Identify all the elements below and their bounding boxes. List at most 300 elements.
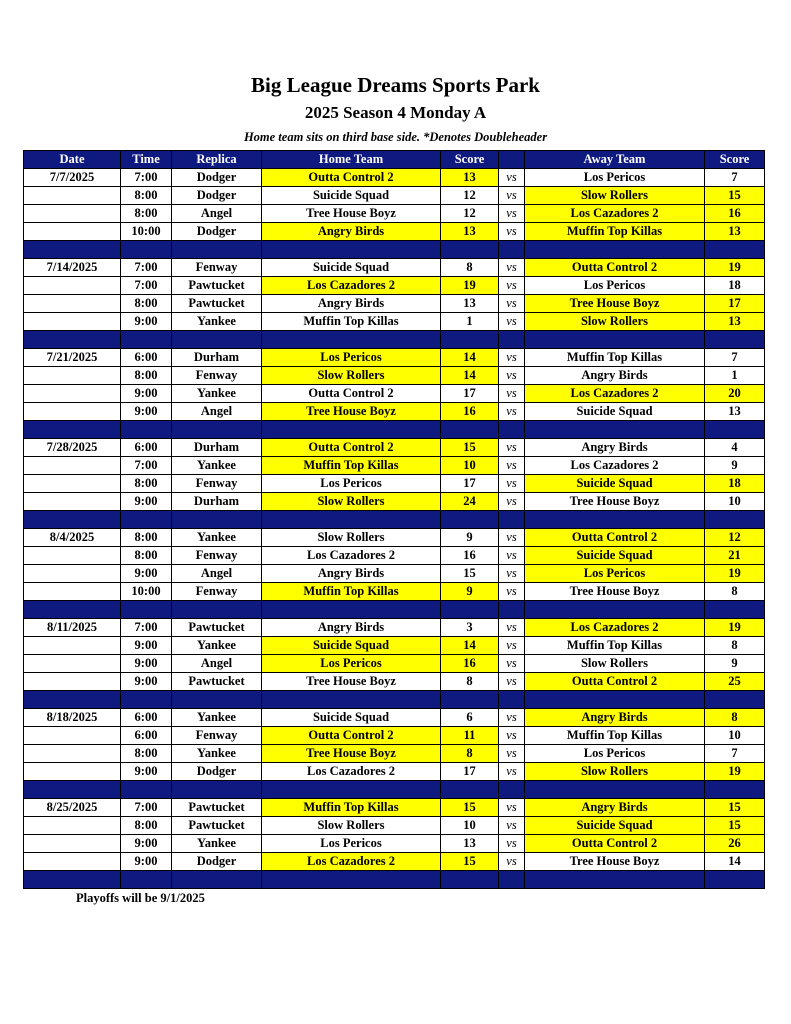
away-score-cell: 19 [705, 619, 765, 637]
home-team-cell: Suicide Squad [262, 637, 441, 655]
home-team-cell: Slow Rollers [262, 817, 441, 835]
home-score-cell: 17 [441, 475, 499, 493]
separator-cell [525, 331, 705, 349]
home-score-cell: 9 [441, 583, 499, 601]
schedule-note: Home team sits on third base side. *Denotes Doubleheader [243, 130, 548, 144]
away-team-cell: Muffin Top Killas [525, 637, 705, 655]
table-row [24, 187, 765, 205]
vs-cell: vs [499, 817, 525, 835]
away-score-cell: 19 [705, 565, 765, 583]
date-cell: 7/14/2025 [24, 259, 121, 277]
time-cell: 9:00 [121, 385, 172, 403]
away-score-cell: 7 [705, 745, 765, 763]
away-score-cell: 15 [705, 187, 765, 205]
home-team-cell: Los Pericos [262, 835, 441, 853]
replica-field-cell: Durham [172, 439, 262, 457]
home-team-cell: Angry Birds [262, 223, 441, 241]
separator-cell [441, 421, 499, 439]
separator-cell [121, 601, 172, 619]
replica-field-cell: Yankee [172, 835, 262, 853]
separator-cell [525, 511, 705, 529]
away-team-cell: Angry Birds [525, 439, 705, 457]
home-team-cell: Muffin Top Killas [262, 799, 441, 817]
date-cell [24, 457, 121, 475]
separator-cell [172, 871, 262, 889]
column-header-away-team: Away Team [525, 151, 705, 169]
table-row [24, 385, 765, 403]
separator-cell [262, 691, 441, 709]
separator-cell [24, 421, 121, 439]
table-row [24, 727, 765, 745]
date-cell [24, 817, 121, 835]
away-team-cell: Slow Rollers [525, 655, 705, 673]
week-separator-row [24, 421, 765, 439]
separator-cell [705, 511, 765, 529]
vs-cell: vs [499, 529, 525, 547]
home-score-cell: 15 [441, 565, 499, 583]
replica-field-cell: Dodger [172, 187, 262, 205]
home-score-cell: 19 [441, 277, 499, 295]
table-row [24, 457, 765, 475]
time-cell: 6:00 [121, 709, 172, 727]
vs-cell: vs [499, 349, 525, 367]
time-cell: 8:00 [121, 295, 172, 313]
table-row [24, 853, 765, 871]
week-separator-row [24, 511, 765, 529]
table-row [24, 637, 765, 655]
replica-field-cell: Durham [172, 349, 262, 367]
vs-cell: vs [499, 169, 525, 187]
away-score-cell: 16 [705, 205, 765, 223]
time-cell: 6:00 [121, 439, 172, 457]
separator-cell [499, 601, 525, 619]
away-score-cell: 12 [705, 529, 765, 547]
away-team-cell: Outta Control 2 [525, 259, 705, 277]
table-row [24, 223, 765, 241]
column-header-home-team: Home Team [262, 151, 441, 169]
replica-field-cell: Durham [172, 493, 262, 511]
date-cell [24, 367, 121, 385]
separator-cell [499, 691, 525, 709]
separator-cell [262, 601, 441, 619]
table-row [24, 349, 765, 367]
replica-field-cell: Fenway [172, 583, 262, 601]
home-score-cell: 8 [441, 745, 499, 763]
home-team-cell: Los Cazadores 2 [262, 853, 441, 871]
time-cell: 9:00 [121, 763, 172, 781]
replica-field-cell: Yankee [172, 637, 262, 655]
column-header-home-score: Score [441, 151, 499, 169]
separator-cell [24, 331, 121, 349]
away-team-cell: Slow Rollers [525, 313, 705, 331]
date-cell [24, 673, 121, 691]
away-team-cell: Outta Control 2 [525, 835, 705, 853]
separator-cell [262, 241, 441, 259]
vs-cell: vs [499, 457, 525, 475]
separator-cell [24, 781, 121, 799]
table-row [24, 529, 765, 547]
replica-field-cell: Pawtucket [172, 817, 262, 835]
replica-field-cell: Angel [172, 655, 262, 673]
home-team-cell: Muffin Top Killas [262, 313, 441, 331]
date-cell [24, 205, 121, 223]
vs-cell: vs [499, 295, 525, 313]
replica-field-cell: Yankee [172, 709, 262, 727]
replica-field-cell: Angel [172, 565, 262, 583]
vs-cell: vs [499, 313, 525, 331]
date-cell [24, 835, 121, 853]
separator-cell [525, 781, 705, 799]
away-score-cell: 26 [705, 835, 765, 853]
away-score-cell: 9 [705, 655, 765, 673]
vs-cell: vs [499, 583, 525, 601]
separator-cell [499, 331, 525, 349]
date-cell [24, 385, 121, 403]
away-score-cell: 10 [705, 727, 765, 745]
away-score-cell: 19 [705, 259, 765, 277]
vs-cell: vs [499, 673, 525, 691]
table-row [24, 673, 765, 691]
replica-field-cell: Fenway [172, 475, 262, 493]
home-score-cell: 17 [441, 385, 499, 403]
separator-cell [172, 601, 262, 619]
separator-cell [121, 421, 172, 439]
home-team-cell: Tree House Boyz [262, 673, 441, 691]
home-score-cell: 1 [441, 313, 499, 331]
away-score-cell: 15 [705, 817, 765, 835]
separator-cell [24, 241, 121, 259]
home-team-cell: Tree House Boyz [262, 205, 441, 223]
time-cell: 8:00 [121, 529, 172, 547]
column-header-vs [499, 151, 525, 169]
separator-cell [172, 781, 262, 799]
week-separator-row [24, 871, 765, 889]
away-team-cell: Los Cazadores 2 [525, 205, 705, 223]
away-score-cell: 14 [705, 853, 765, 871]
home-score-cell: 13 [441, 835, 499, 853]
home-score-cell: 17 [441, 763, 499, 781]
time-cell: 9:00 [121, 673, 172, 691]
away-score-cell: 8 [705, 637, 765, 655]
away-score-cell: 1 [705, 367, 765, 385]
away-score-cell: 15 [705, 799, 765, 817]
date-cell [24, 655, 121, 673]
away-score-cell: 7 [705, 349, 765, 367]
separator-cell [525, 691, 705, 709]
replica-field-cell: Dodger [172, 169, 262, 187]
table-row [24, 709, 765, 727]
away-team-cell: Los Cazadores 2 [525, 457, 705, 475]
time-cell: 7:00 [121, 169, 172, 187]
away-team-cell: Angry Birds [525, 799, 705, 817]
separator-cell [525, 871, 705, 889]
home-score-cell: 10 [441, 457, 499, 475]
date-cell: 7/7/2025 [24, 169, 121, 187]
home-score-cell: 24 [441, 493, 499, 511]
time-cell: 9:00 [121, 853, 172, 871]
separator-cell [172, 691, 262, 709]
away-team-cell: Angry Birds [525, 709, 705, 727]
table-row [24, 583, 765, 601]
home-team-cell: Angry Birds [262, 619, 441, 637]
separator-cell [705, 691, 765, 709]
home-score-cell: 15 [441, 799, 499, 817]
replica-field-cell: Yankee [172, 313, 262, 331]
separator-cell [499, 781, 525, 799]
home-team-cell: Slow Rollers [262, 367, 441, 385]
vs-cell: vs [499, 223, 525, 241]
away-score-cell: 17 [705, 295, 765, 313]
table-row [24, 655, 765, 673]
column-header-date: Date [24, 151, 121, 169]
home-team-cell: Los Cazadores 2 [262, 763, 441, 781]
time-cell: 7:00 [121, 619, 172, 637]
time-cell: 9:00 [121, 403, 172, 421]
time-cell: 9:00 [121, 835, 172, 853]
separator-cell [441, 871, 499, 889]
home-team-cell: Los Pericos [262, 475, 441, 493]
home-team-cell: Angry Birds [262, 295, 441, 313]
column-header-time: Time [121, 151, 172, 169]
date-cell [24, 763, 121, 781]
table-row [24, 619, 765, 637]
away-team-cell: Outta Control 2 [525, 529, 705, 547]
separator-cell [262, 421, 441, 439]
home-score-cell: 8 [441, 673, 499, 691]
vs-cell: vs [499, 655, 525, 673]
away-team-cell: Tree House Boyz [525, 583, 705, 601]
replica-field-cell: Pawtucket [172, 619, 262, 637]
away-team-cell: Suicide Squad [525, 475, 705, 493]
separator-cell [499, 241, 525, 259]
away-score-cell: 25 [705, 673, 765, 691]
table-row [24, 295, 765, 313]
replica-field-cell: Angel [172, 205, 262, 223]
week-separator-row [24, 781, 765, 799]
home-team-cell: Los Cazadores 2 [262, 277, 441, 295]
separator-cell [121, 781, 172, 799]
separator-cell [705, 421, 765, 439]
replica-field-cell: Yankee [172, 385, 262, 403]
time-cell: 8:00 [121, 817, 172, 835]
time-cell: 8:00 [121, 547, 172, 565]
time-cell: 9:00 [121, 493, 172, 511]
vs-cell: vs [499, 493, 525, 511]
home-team-cell: Los Pericos [262, 349, 441, 367]
vs-cell: vs [499, 619, 525, 637]
home-team-cell: Muffin Top Killas [262, 457, 441, 475]
date-cell [24, 547, 121, 565]
table-row [24, 565, 765, 583]
home-score-cell: 12 [441, 187, 499, 205]
date-cell [24, 727, 121, 745]
time-cell: 10:00 [121, 583, 172, 601]
away-team-cell: Tree House Boyz [525, 853, 705, 871]
date-cell [24, 403, 121, 421]
replica-field-cell: Fenway [172, 367, 262, 385]
separator-cell [441, 601, 499, 619]
date-cell [24, 565, 121, 583]
date-cell [24, 187, 121, 205]
away-team-cell: Muffin Top Killas [525, 349, 705, 367]
time-cell: 7:00 [121, 259, 172, 277]
home-score-cell: 16 [441, 403, 499, 421]
vs-cell: vs [499, 403, 525, 421]
table-row [24, 169, 765, 187]
away-team-cell: Suicide Squad [525, 817, 705, 835]
replica-field-cell: Dodger [172, 223, 262, 241]
date-cell [24, 853, 121, 871]
time-cell: 9:00 [121, 637, 172, 655]
table-row [24, 403, 765, 421]
table-row [24, 817, 765, 835]
separator-cell [705, 241, 765, 259]
away-team-cell: Muffin Top Killas [525, 223, 705, 241]
time-cell: 7:00 [121, 799, 172, 817]
separator-cell [262, 871, 441, 889]
replica-field-cell: Pawtucket [172, 277, 262, 295]
vs-cell: vs [499, 187, 525, 205]
home-score-cell: 13 [441, 169, 499, 187]
separator-cell [24, 871, 121, 889]
date-cell: 8/25/2025 [24, 799, 121, 817]
home-score-cell: 15 [441, 853, 499, 871]
time-cell: 8:00 [121, 187, 172, 205]
separator-cell [525, 241, 705, 259]
home-team-cell: Suicide Squad [262, 259, 441, 277]
page-title: Big League Dreams Sports Park [251, 73, 540, 97]
replica-field-cell: Fenway [172, 727, 262, 745]
date-cell [24, 493, 121, 511]
home-score-cell: 15 [441, 439, 499, 457]
separator-cell [705, 871, 765, 889]
away-team-cell: Angry Birds [525, 367, 705, 385]
home-team-cell: Outta Control 2 [262, 439, 441, 457]
away-team-cell: Suicide Squad [525, 403, 705, 421]
vs-cell: vs [499, 259, 525, 277]
separator-cell [121, 691, 172, 709]
home-team-cell: Los Cazadores 2 [262, 547, 441, 565]
time-cell: 6:00 [121, 349, 172, 367]
separator-cell [525, 421, 705, 439]
separator-cell [499, 511, 525, 529]
table-row [24, 493, 765, 511]
home-team-cell: Los Pericos [262, 655, 441, 673]
away-score-cell: 21 [705, 547, 765, 565]
time-cell: 8:00 [121, 367, 172, 385]
separator-cell [705, 781, 765, 799]
date-cell [24, 637, 121, 655]
away-score-cell: 20 [705, 385, 765, 403]
home-team-cell: Slow Rollers [262, 493, 441, 511]
away-team-cell: Slow Rollers [525, 187, 705, 205]
separator-cell [121, 331, 172, 349]
playoffs-note: Playoffs will be 9/1/2025 [76, 891, 205, 905]
home-score-cell: 13 [441, 295, 499, 313]
date-cell [24, 745, 121, 763]
away-team-cell: Los Pericos [525, 169, 705, 187]
away-score-cell: 10 [705, 493, 765, 511]
separator-cell [172, 331, 262, 349]
table-header-row [24, 151, 765, 169]
date-cell: 7/28/2025 [24, 439, 121, 457]
page-subtitle: 2025 Season 4 Monday A [304, 103, 487, 122]
date-cell [24, 475, 121, 493]
column-header-replica: Replica [172, 151, 262, 169]
home-score-cell: 8 [441, 259, 499, 277]
away-score-cell: 13 [705, 313, 765, 331]
table-row [24, 763, 765, 781]
separator-cell [24, 691, 121, 709]
separator-cell [705, 331, 765, 349]
time-cell: 8:00 [121, 475, 172, 493]
away-score-cell: 19 [705, 763, 765, 781]
separator-cell [499, 871, 525, 889]
separator-cell [441, 241, 499, 259]
date-cell: 7/21/2025 [24, 349, 121, 367]
replica-field-cell: Dodger [172, 853, 262, 871]
home-team-cell: Suicide Squad [262, 709, 441, 727]
home-score-cell: 12 [441, 205, 499, 223]
home-score-cell: 11 [441, 727, 499, 745]
table-row [24, 475, 765, 493]
separator-cell [121, 511, 172, 529]
table-row [24, 547, 765, 565]
date-cell: 8/11/2025 [24, 619, 121, 637]
home-team-cell: Outta Control 2 [262, 385, 441, 403]
away-team-cell: Suicide Squad [525, 547, 705, 565]
date-cell [24, 313, 121, 331]
vs-cell: vs [499, 727, 525, 745]
table-row [24, 835, 765, 853]
vs-cell: vs [499, 799, 525, 817]
replica-field-cell: Pawtucket [172, 673, 262, 691]
vs-cell: vs [499, 763, 525, 781]
time-cell: 9:00 [121, 313, 172, 331]
vs-cell: vs [499, 745, 525, 763]
home-team-cell: Outta Control 2 [262, 169, 441, 187]
away-score-cell: 9 [705, 457, 765, 475]
home-score-cell: 9 [441, 529, 499, 547]
separator-cell [441, 691, 499, 709]
table-row [24, 277, 765, 295]
table-row [24, 439, 765, 457]
away-team-cell: Los Pericos [525, 277, 705, 295]
time-cell: 10:00 [121, 223, 172, 241]
replica-field-cell: Yankee [172, 457, 262, 475]
date-cell [24, 583, 121, 601]
date-cell [24, 223, 121, 241]
week-separator-row [24, 691, 765, 709]
separator-cell [262, 781, 441, 799]
replica-field-cell: Yankee [172, 529, 262, 547]
away-score-cell: 7 [705, 169, 765, 187]
separator-cell [441, 781, 499, 799]
table-row [24, 367, 765, 385]
away-team-cell: Outta Control 2 [525, 673, 705, 691]
time-cell: 9:00 [121, 655, 172, 673]
home-score-cell: 16 [441, 547, 499, 565]
vs-cell: vs [499, 835, 525, 853]
time-cell: 9:00 [121, 565, 172, 583]
vs-cell: vs [499, 385, 525, 403]
home-team-cell: Suicide Squad [262, 187, 441, 205]
vs-cell: vs [499, 205, 525, 223]
vs-cell: vs [499, 547, 525, 565]
separator-cell [24, 601, 121, 619]
away-score-cell: 18 [705, 277, 765, 295]
replica-field-cell: Yankee [172, 745, 262, 763]
